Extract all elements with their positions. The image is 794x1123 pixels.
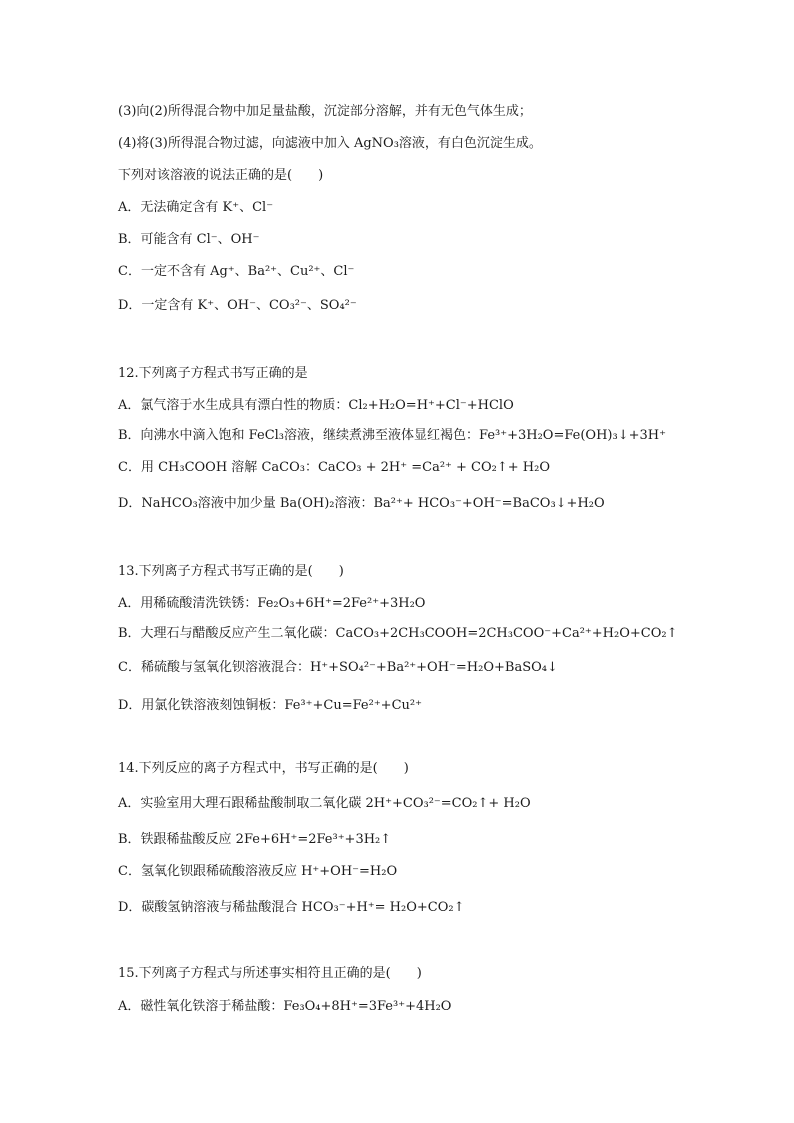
q12-stem: 12.下列离子方程式书写正确的是	[118, 366, 308, 381]
q13-option-b: B．大理石与醋酸反应产生二氧化碳：CaCO₃+2CH₃COOH=2CH₃COO⁻+Ca²⁺+H₂O+CO₂↑	[118, 626, 678, 641]
q15-stem: 15.下列离子方程式与所述事实相符且正确的是( )	[118, 966, 422, 981]
q11-option-a: A．无法确定含有 K⁺、Cl⁻	[118, 200, 274, 215]
q11-option-b: B．可能含有 Cl⁻、OH⁻	[118, 232, 260, 247]
q14-stem: 14.下列反应的离子方程式中，书写正确的是( )	[118, 761, 409, 776]
q12-option-c: C．用 CH₃COOH 溶解 CaCO₃：CaCO₃ + 2H⁺ =Ca²⁺ + CO₂↑+ H₂O	[118, 460, 550, 475]
q12-option-d: D．NaHCO₃溶液中加少量 Ba(OH)₂溶液：Ba²⁺+ HCO₃⁻+OH⁻=BaCO₃↓+H₂O	[118, 496, 605, 511]
q13-option-d: D．用氯化铁溶液刻蚀铜板：Fe³⁺+Cu=Fe²⁺+Cu²⁺	[118, 698, 422, 713]
q13-option-a: A．用稀硫酸清洗铁锈：Fe₂O₃+6H⁺=2Fe²⁺+3H₂O	[118, 596, 426, 611]
q14-option-a: A．实验室用大理石跟稀盐酸制取二氧化碳 2H⁺+CO₃²⁻=CO₂↑+ H₂O	[118, 796, 531, 811]
q11-condition-4: (4)将(3)所得混合物过滤，向滤液中加入 AgNO₃溶液，有白色沉淀生成。	[118, 136, 542, 151]
q12-option-a: A．氯气溶于水生成具有漂白性的物质：Cl₂+H₂O=H⁺+Cl⁻+HClO	[118, 398, 514, 413]
q14-option-b: B．铁跟稀盐酸反应 2Fe+6H⁺=2Fe³⁺+3H₂↑	[118, 832, 392, 847]
q14-option-c: C．氢氧化钡跟稀硫酸溶液反应 H⁺+OH⁻=H₂O	[118, 864, 398, 879]
q13-option-c: C．稀硫酸与氢氧化钡溶液混合：H⁺+SO₄²⁻+Ba²⁺+OH⁻=H₂O+BaSO₄↓	[118, 660, 558, 675]
q11-option-c: C．一定不含有 Ag⁺、Ba²⁺、Cu²⁺、Cl⁻	[118, 264, 355, 279]
q15-option-a: A．磁性氧化铁溶于稀盐酸：Fe₃O₄+8H⁺=3Fe³⁺+4H₂O	[118, 999, 452, 1014]
q11-condition-3: (3)向(2)所得混合物中加足量盐酸，沉淀部分溶解，并有无色气体生成；	[118, 104, 532, 119]
q14-option-d: D．碳酸氢钠溶液与稀盐酸混合 HCO₃⁻+H⁺= H₂O+CO₂↑	[118, 900, 465, 915]
q11-option-d: D．一定含有 K⁺、OH⁻、CO₃²⁻、SO₄²⁻	[118, 298, 357, 313]
q13-stem: 13.下列离子方程式书写正确的是( )	[118, 564, 344, 579]
q11-stem: 下列对该溶液的说法正确的是( )	[118, 168, 324, 183]
q12-option-b: B．向沸水中滴入饱和 FeCl₃溶液，继续煮沸至液体显红褐色：Fe³⁺+3H₂O=Fe(OH)₃↓+3H⁺	[118, 428, 666, 443]
